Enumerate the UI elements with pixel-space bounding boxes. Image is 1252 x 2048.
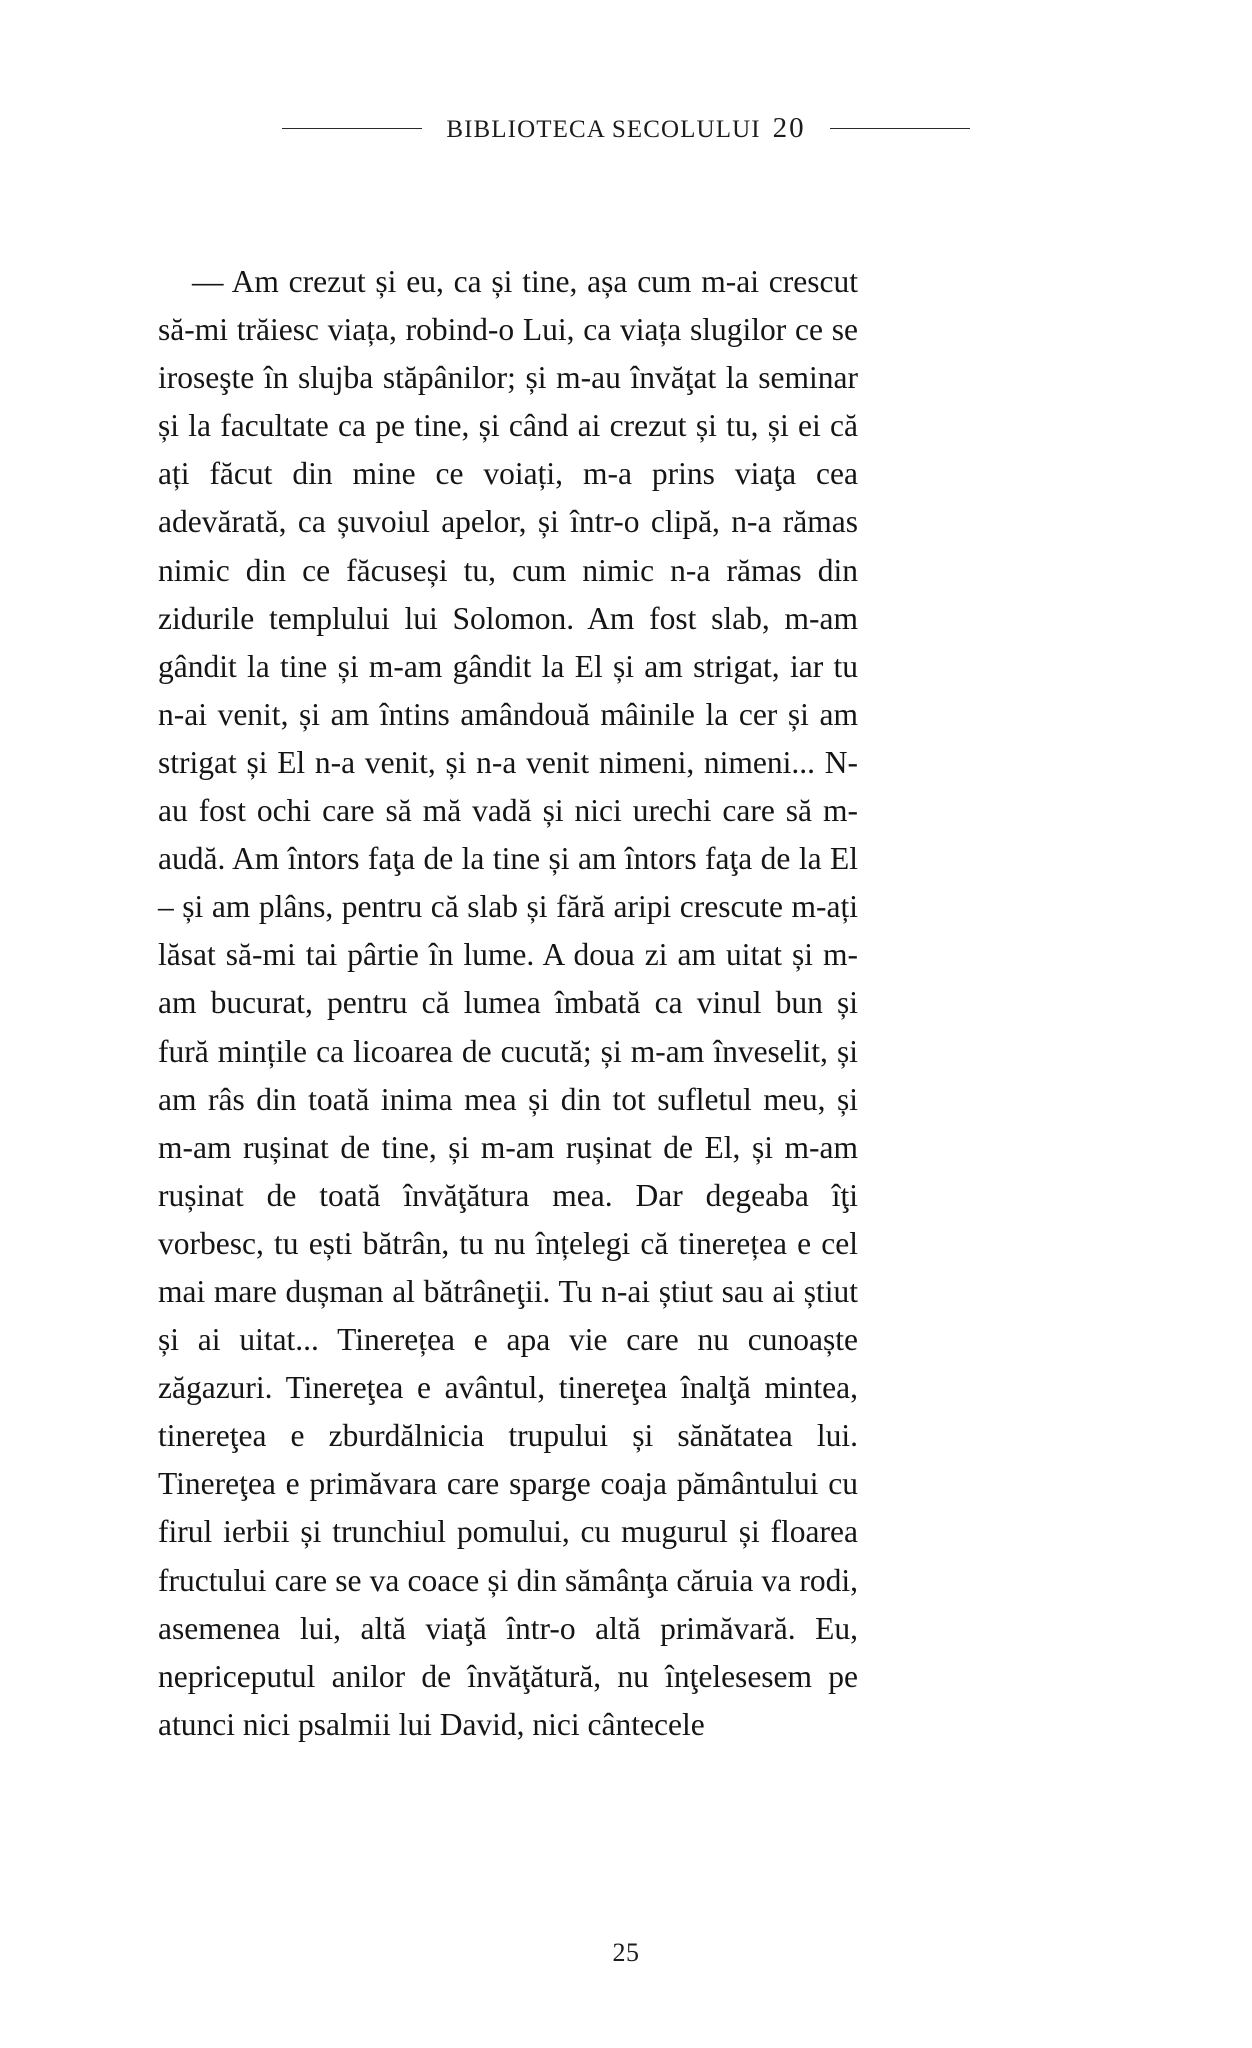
paragraph [158, 258, 858, 1749]
running-head-rule-right [830, 128, 970, 129]
running-head-rule-left [282, 128, 422, 129]
page-number: 25 [612, 1938, 640, 1967]
running-head-number: 20 [772, 112, 806, 144]
paragraph-text: — Am crezut și eu, ca și tine, așa cum m-ai crescut să-mi trăiesc viața, robind-o Lui, ca viața slugilor ce se iroseşte în slujba stăpânilor; și m-au învăţat la seminar și la facultate ca pe tine, și când ai crezut și tu, și ei că ați făcut din mine ce voiați, m-a prins viaţa cea adevărată, ca șuvoiul apelor, și într-o clipă, n-a rămas nimic din ce făcuseși tu, cum nimic n-a rămas din zidurile templului lui Solomon. Am fost slab, m-am gândit la tine și m-am gândit la El și am strigat, iar tu n-ai venit, și am întins amândouă mâinile la cer și am strigat și El n-a venit, și n-a venit nimeni, nimeni... N-au fost ochi care să mă vadă și nici urechi care să m-audă. Am întors faţa de la tine și am întors faţa de la El – și am plâns, pentru că slab și fără aripi crescute m-ați lăsat să-mi tai pârtie în lume. A doua zi am uitat și m-am bucurat, pentru că lumea îmbată ca vinul bun și fură mințile ca licoarea de cucută; și m-am înveselit, și am râs din toată inima mea și din tot sufletul meu, și m-am rușinat de tine, și m-am rușinat de El, și m-am rușinat de toată învăţătura mea. Dar degeaba îţi vorbesc, tu ești bătrân, tu nu înțelegi că tinerețea e cel mai mare dușman al bătrâneţii. Tu n-ai știut sau ai știut și ai uitat... Tinerețea e apa vie care nu cunoaște zăgazuri. Tinereţea e avântul, tinereţea înalţă mintea, tinereţea e zburdălnicia trupului și sănătatea lui. Tinereţea e primăvara care sparge coaja pământului cu firul ierbii și trunchiul pomului, cu mugurul și floarea fructului care se va coace și din sămânţa căruia va rodi, asemenea lui, altă viaţă într-o altă primăvară. Eu, nepriceputul anilor de învăţătură, nu înţelesesem pe atunci nici psalmii lui David, nici cântecele [158, 264, 858, 1742]
body-text-block [158, 258, 858, 1749]
running-head [0, 112, 1252, 145]
running-head-text [446, 112, 805, 145]
running-head-title: BIBLIOTECA SECOLULUI [446, 116, 761, 143]
